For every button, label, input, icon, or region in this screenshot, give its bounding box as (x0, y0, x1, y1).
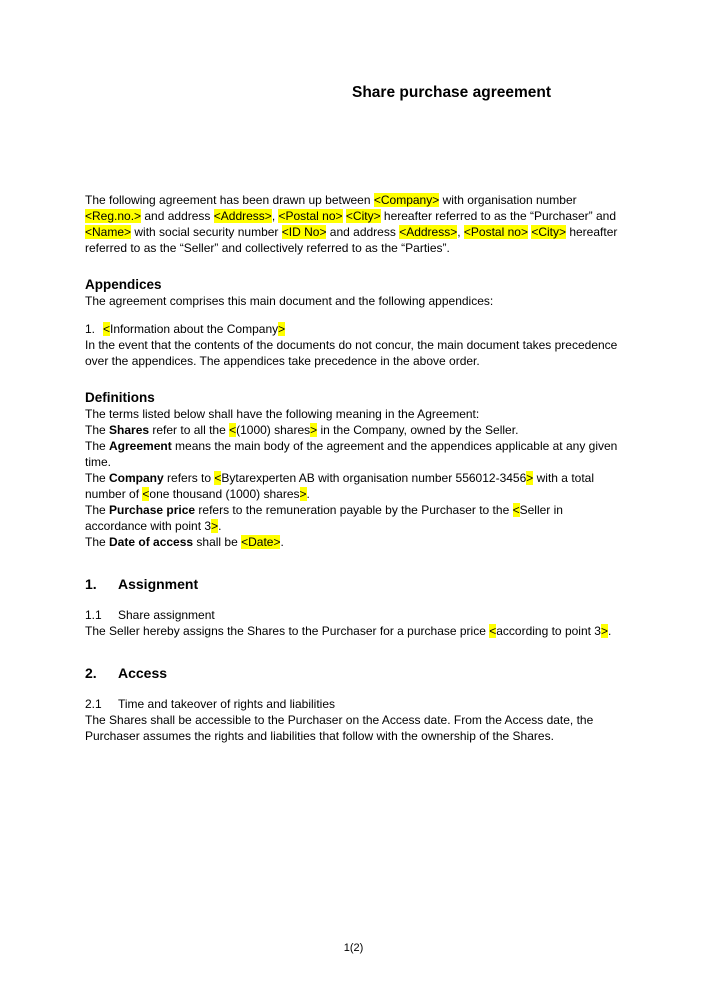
section-1-number: 1. (85, 576, 97, 592)
section-1-1-title: Share assignment (118, 608, 215, 622)
section-1-1-number: 1.1 (85, 608, 102, 622)
text-segment: in the Company, owned by the Seller. (317, 423, 519, 437)
bold-term: Shares (109, 423, 150, 437)
highlighted-placeholder: < (103, 322, 111, 336)
text-segment: , (457, 225, 464, 239)
text-segment: . (608, 624, 612, 638)
section-2-title: Access (118, 665, 168, 681)
definition-shares (85, 422, 622, 438)
text-segment: The (85, 535, 110, 549)
document-title: Share purchase agreement (352, 84, 552, 101)
section-1-1-subheading (85, 607, 622, 623)
definition-company (85, 470, 622, 502)
highlighted-placeholder: <Postal no> (463, 225, 528, 239)
section-2-heading (85, 665, 622, 682)
highlighted-placeholder: < (512, 503, 520, 517)
text-segment: one thousand (1000) shares (149, 487, 300, 501)
text-segment: and address (141, 209, 214, 223)
appendices-intro-paragraph (85, 293, 622, 309)
highlighted-placeholder: < (229, 423, 237, 437)
text-segment: refer to all the (149, 423, 230, 437)
intro-paragraph (85, 192, 622, 256)
highlighted-placeholder: > (278, 322, 286, 336)
section-1-heading (85, 576, 622, 593)
highlighted-placeholder: <City> (345, 209, 381, 223)
section-1-title: Assignment (118, 576, 199, 592)
text-segment: means the main body of the agreement and the appendices applicable at any given time. (85, 439, 618, 469)
highlighted-placeholder: <ID No> (281, 225, 327, 239)
highlighted-placeholder: > (299, 487, 307, 501)
text-segment: . (218, 519, 222, 533)
section-1-paragraph (85, 623, 622, 639)
text-segment: The Shares shall be accessible to the Purchaser on the Access date. From the Access date, the Purchaser assumes the rights and liabilities that follow with the ownership of the Shares. (85, 713, 594, 743)
text-segment: according to point 3 (496, 624, 601, 638)
text-segment: refers to the remuneration payable by the Purchaser to the (195, 503, 513, 517)
list-item-number: 1. (85, 322, 96, 336)
highlighted-placeholder: > (600, 624, 608, 638)
page-footer (0, 941, 707, 955)
highlighted-placeholder: < (142, 487, 150, 501)
text-segment: The terms listed below shall have the following meaning in the Agreement: (85, 407, 480, 421)
bold-term: Company (109, 471, 164, 485)
section-2-1-subheading (85, 696, 622, 712)
text-segment: The Seller hereby assigns the Shares to the Purchaser for a purchase price (85, 624, 490, 638)
highlighted-placeholder: <Address> (213, 209, 272, 223)
highlighted-placeholder: <Address> (399, 225, 458, 239)
text-segment: . (280, 535, 284, 549)
definition-date-of-access (85, 534, 622, 550)
text-segment: (1000) shares (236, 423, 311, 437)
highlighted-placeholder: <City> (531, 225, 566, 239)
bold-term: Agreement (109, 439, 172, 453)
section-2-paragraph (85, 712, 622, 744)
highlighted-placeholder: > (211, 519, 219, 533)
highlighted-placeholder: < (489, 624, 497, 638)
highlighted-placeholder: <Name> (85, 225, 132, 239)
highlighted-placeholder: < (214, 471, 222, 485)
text-segment: The following agreement has been drawn up between (85, 193, 374, 207)
text-segment: and address (326, 225, 400, 239)
text-segment: Bytarexperten AB with organisation number 556012-3456 (221, 471, 527, 485)
definitions-intro-paragraph (85, 406, 622, 422)
text-segment: The (85, 439, 110, 453)
text-segment: The (85, 471, 110, 485)
highlighted-placeholder: <Date> (241, 535, 281, 549)
text-segment: shall be (193, 535, 242, 549)
section-2-number: 2. (85, 665, 97, 681)
bold-term: Date of access (109, 535, 194, 549)
text-segment: The agreement comprises this main document and the following appendices: (85, 294, 494, 308)
bold-term: Purchase price (109, 503, 196, 517)
text-segment: , (271, 209, 279, 223)
section-2-1-title: Time and takeover of rights and liabilities (118, 697, 335, 711)
text-segment: hereafter referred to as the “Purchaser” and (380, 209, 617, 223)
section-2-1-number: 2.1 (85, 697, 102, 711)
highlighted-placeholder: > (526, 471, 534, 485)
text-segment: with social security number (131, 225, 282, 239)
highlighted-placeholder: <Reg.no.> (85, 209, 142, 223)
page-number: 1(2) (343, 942, 364, 954)
text-segment: . (306, 487, 310, 501)
text-segment: with organisation number (439, 193, 577, 207)
text-segment: hereafter referred to as the “Seller” and collectively referred to as the “Parties”. (85, 225, 618, 255)
highlighted-placeholder: > (310, 423, 318, 437)
definition-agreement (85, 438, 622, 470)
list-item-text (103, 322, 285, 336)
definitions-heading: Definitions (85, 390, 155, 405)
text-segment: In the event that the contents of the documents do not concur, the main document takes precedence over the appendices. The appendices take precedence in the above order. (85, 338, 618, 368)
text-segment: Seller in accordance with point 3 (85, 503, 563, 533)
text-segment: refers to (163, 471, 215, 485)
highlighted-placeholder: <Postal no> (278, 209, 343, 223)
appendix-list-item (85, 321, 622, 337)
definition-purchase-price (85, 502, 622, 534)
text-segment: The (85, 503, 110, 517)
appendices-precedence-paragraph (85, 337, 622, 369)
appendices-heading: Appendices (85, 277, 162, 292)
text-segment: Information about the Company (110, 322, 279, 336)
text-segment: The (85, 423, 110, 437)
highlighted-placeholder: <Company> (373, 193, 440, 207)
text-segment: with a total number of (85, 471, 594, 501)
